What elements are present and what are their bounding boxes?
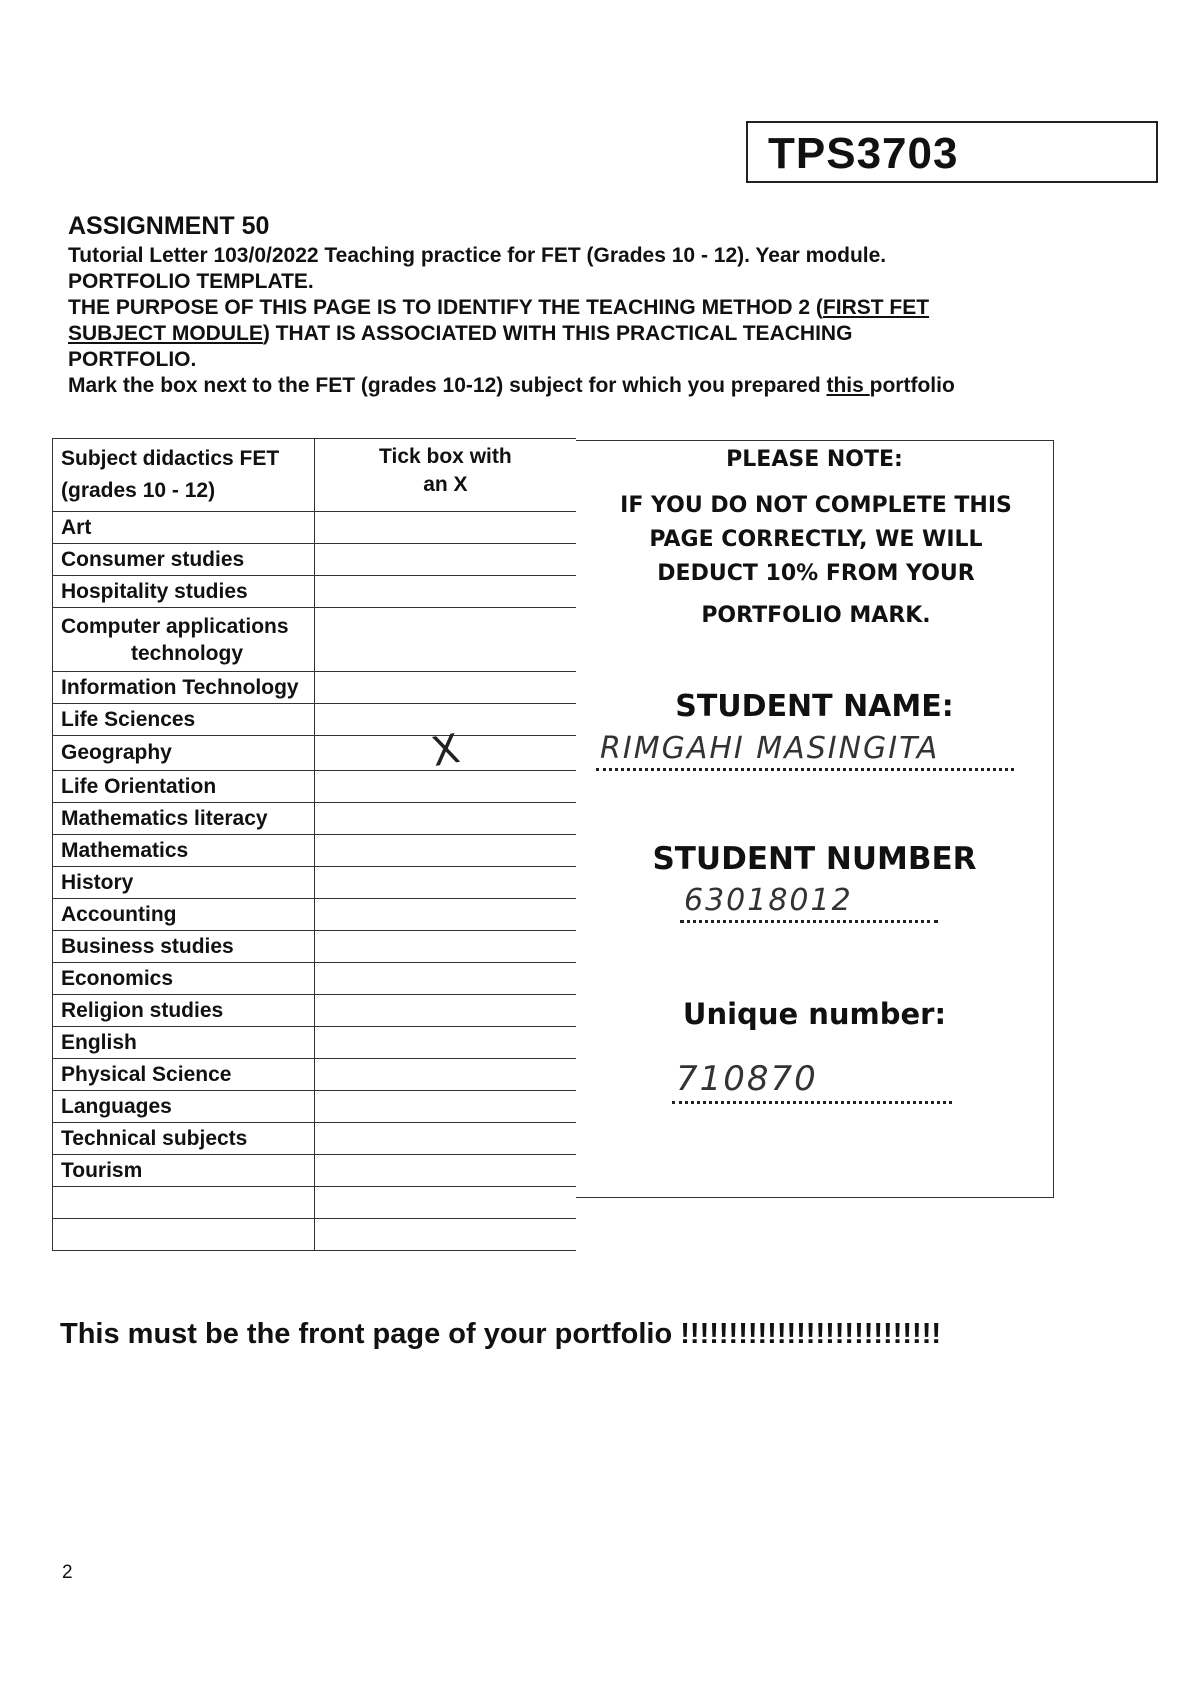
handwritten-x-mark: X xyxy=(427,725,463,777)
header-block xyxy=(68,212,1118,399)
tutorial-line: Tutorial Letter 103/0/2022 Teaching practice for FET (Grades 10 - 12). Year module. xyxy=(68,244,887,267)
empty-table-row xyxy=(53,1219,577,1251)
table-row xyxy=(53,1123,577,1155)
mark-text-c: portfolio xyxy=(869,374,955,397)
tick-column-header xyxy=(314,439,576,512)
table-row xyxy=(53,899,577,931)
subject-cell: Languages xyxy=(53,1091,315,1123)
subject-cell: Life Sciences xyxy=(53,704,315,736)
subject-column-header xyxy=(53,439,315,512)
subject-cell: Accounting xyxy=(53,899,315,931)
mark-text-a: Mark the box next to the FET (grades 10-12) subject for which you prepared xyxy=(68,374,827,397)
course-code-box xyxy=(746,121,1158,183)
tick-box[interactable] xyxy=(314,1059,576,1091)
table-row xyxy=(53,803,577,835)
tick-box[interactable] xyxy=(314,1187,576,1219)
tick-header-line2: an X xyxy=(423,473,468,496)
note-body-line4: PORTFOLIO MARK. xyxy=(701,603,931,628)
note-body-line1: IF YOU DO NOT COMPLETE THIS xyxy=(620,493,1012,518)
template-line: PORTFOLIO TEMPLATE. xyxy=(68,270,314,293)
subject-cell: Tourism xyxy=(53,1155,315,1187)
table-row xyxy=(53,672,577,704)
table-row xyxy=(53,1059,577,1091)
subject-cell: Mathematics xyxy=(53,835,315,867)
subject-cell: History xyxy=(53,867,315,899)
tick-box[interactable] xyxy=(314,544,576,576)
purpose-text-1b: FIRST FET xyxy=(822,296,930,319)
purpose-line-2 xyxy=(68,321,1118,347)
subject-cell: Geography xyxy=(53,736,315,771)
table-row xyxy=(53,1155,577,1187)
tick-box[interactable] xyxy=(314,995,576,1027)
purpose-text-2a: SUBJECT MODULE xyxy=(68,322,263,345)
empty-table-row xyxy=(53,1187,577,1219)
tick-box[interactable] xyxy=(314,963,576,995)
mark-instruction-line xyxy=(68,373,1118,399)
note-body-line3: DEDUCT 10% FROM YOUR xyxy=(657,561,975,586)
subject-cell: English xyxy=(53,1027,315,1059)
unique-number-label: Unique number: xyxy=(682,997,947,1031)
course-code: TPS3703 xyxy=(768,129,959,178)
table-row xyxy=(53,736,577,771)
subject-cell-blank[interactable] xyxy=(53,1219,315,1251)
subject-cell-blank[interactable] xyxy=(53,1187,315,1219)
mark-text-b: this xyxy=(826,374,870,397)
subject-cell: Economics xyxy=(53,963,315,995)
table-row xyxy=(53,931,577,963)
table-row xyxy=(53,704,577,736)
table-row xyxy=(53,608,577,672)
note-heading: PLEASE NOTE: xyxy=(726,447,903,472)
tick-box[interactable] xyxy=(314,835,576,867)
tick-box[interactable] xyxy=(314,803,576,835)
table-row xyxy=(53,1027,577,1059)
student-number-label: STUDENT NUMBER xyxy=(652,841,977,877)
tick-box[interactable] xyxy=(314,899,576,931)
page-number: 2 xyxy=(62,1562,73,1583)
table-row xyxy=(53,867,577,899)
tick-box[interactable] xyxy=(314,672,576,704)
tick-box[interactable] xyxy=(314,867,576,899)
tick-box[interactable] xyxy=(314,608,576,672)
note-body xyxy=(586,489,1046,633)
table-row xyxy=(53,544,577,576)
note-body-line2: PAGE CORRECTLY, WE WILL xyxy=(649,527,983,552)
subject-cell: Art xyxy=(53,512,315,544)
student-number-field[interactable]: 63018012 xyxy=(680,883,938,923)
tick-box[interactable] xyxy=(314,931,576,963)
subject-cell: Technical subjects xyxy=(53,1123,315,1155)
tick-box[interactable] xyxy=(314,1155,576,1187)
purpose-line-1 xyxy=(68,295,1118,321)
tick-box[interactable] xyxy=(314,576,576,608)
unique-number-field[interactable]: 710870 xyxy=(672,1059,952,1104)
tick-box[interactable] xyxy=(314,1123,576,1155)
tick-box[interactable] xyxy=(314,725,576,777)
tick-box[interactable] xyxy=(314,771,576,803)
subject-cell: Physical Science xyxy=(53,1059,315,1091)
subject-cell: Religion studies xyxy=(53,995,315,1027)
subject-header-line2: (grades 10 - 12) xyxy=(61,479,216,502)
table-row xyxy=(53,512,577,544)
purpose-text-1a: THE PURPOSE OF THIS PAGE IS TO IDENTIFY THE TEACHING METHOD 2 ( xyxy=(68,296,823,319)
subject-cell: Business studies xyxy=(53,931,315,963)
subject-cell: Consumer studies xyxy=(53,544,315,576)
subject-cell xyxy=(53,608,315,672)
front-page-note: This must be the front page of your portfolio !!!!!!!!!!!!!!!!!!!!!!!!!!! xyxy=(60,1318,942,1350)
subject-cell: Life Orientation xyxy=(53,771,315,803)
table-row xyxy=(53,995,577,1027)
purpose-line-3: PORTFOLIO. xyxy=(68,348,197,371)
assignment-title: ASSIGNMENT 50 xyxy=(68,212,270,240)
subject-table xyxy=(52,438,576,1251)
purpose-text-2b: ) THAT IS ASSOCIATED WITH THIS PRACTICAL TEACHING xyxy=(262,322,853,345)
subject-cell: Mathematics literacy xyxy=(53,803,315,835)
subject-cell-line1: Computer applications xyxy=(61,614,289,638)
student-name-label: STUDENT NAME: xyxy=(675,689,954,724)
table-row xyxy=(53,835,577,867)
table-row xyxy=(53,576,577,608)
table-header-row xyxy=(53,439,577,512)
subject-cell-line2: technology xyxy=(131,641,244,665)
table-row xyxy=(53,963,577,995)
note-panel xyxy=(576,440,1054,1198)
tick-header-line1: Tick box with xyxy=(379,445,512,468)
subject-cell: Information Technology xyxy=(53,672,315,704)
student-name-field[interactable]: RIMGAHI MASINGITA xyxy=(596,731,1014,771)
tick-box[interactable] xyxy=(314,1219,576,1251)
subject-header-line1: Subject didactics FET xyxy=(61,447,280,470)
table-row xyxy=(53,1091,577,1123)
subject-cell: Hospitality studies xyxy=(53,576,315,608)
tick-box[interactable] xyxy=(314,512,576,544)
tick-box[interactable] xyxy=(314,1027,576,1059)
table-row xyxy=(53,771,577,803)
tick-box[interactable] xyxy=(314,1091,576,1123)
